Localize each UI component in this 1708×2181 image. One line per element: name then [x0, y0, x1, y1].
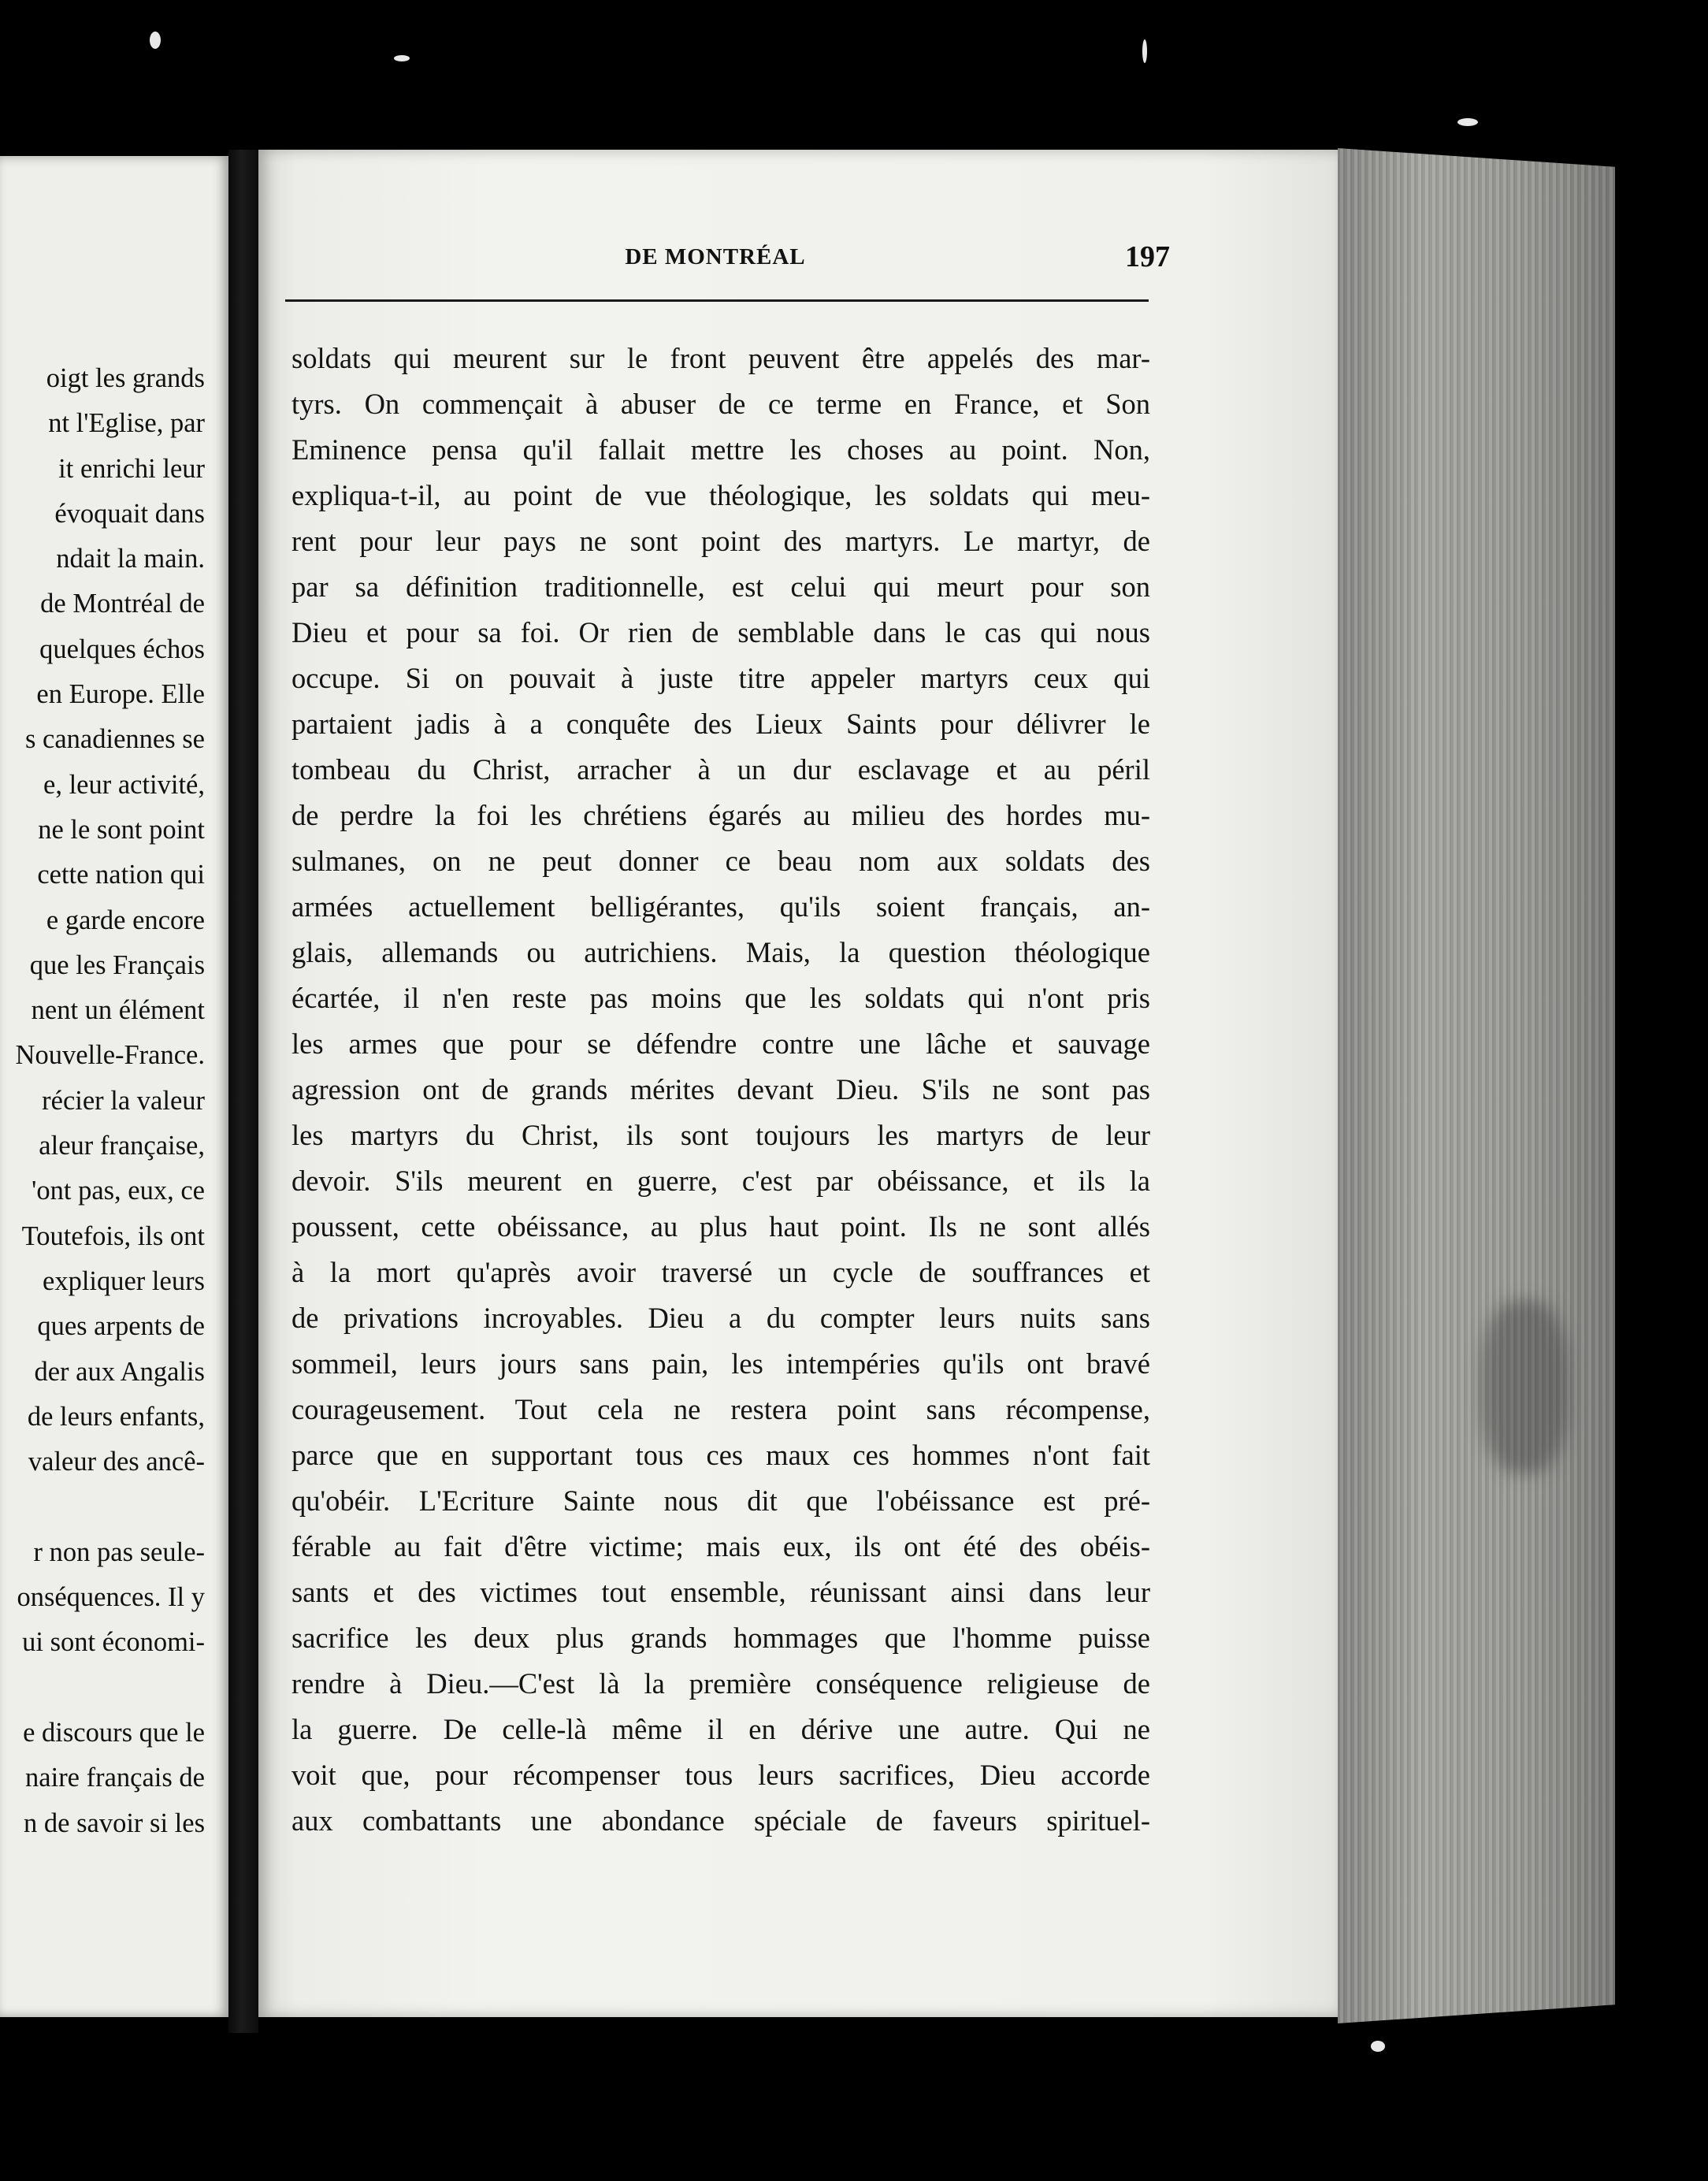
text-line: devoir. S'ils meurent en guerre, c'est par obéissance, et ils la: [291, 1165, 1150, 1197]
fore-edge-stain: [1481, 1300, 1568, 1473]
previous-page-line: nt l'Eglise, par: [48, 408, 205, 439]
text-line: occupe. Si on pouvait à juste titre appeler martyrs ceux qui: [291, 662, 1150, 694]
header-rule: [285, 299, 1149, 302]
previous-page-line: ne le sont point: [38, 814, 205, 845]
previous-page-line: de Montréal de: [40, 589, 205, 619]
text-line: par sa définition traditionnelle, est celui qui meurt pour son: [291, 570, 1150, 603]
text-line: les martyrs du Christ, ils sont toujours les martyrs de leur: [291, 1119, 1150, 1151]
text-line: qu'obéir. L'Ecriture Sainte nous dit que l'obéissance est pré-: [291, 1484, 1150, 1517]
text-line: sacrifice les deux plus grands hommages que l'homme puisse: [291, 1622, 1150, 1654]
previous-page-line: ui sont économi-: [22, 1627, 205, 1658]
text-line: de privations incroyables. Dieu a du compter leurs nuits sans: [291, 1302, 1150, 1334]
previous-page: [0, 156, 228, 2017]
text-line: férable au fait d'être victime; mais eux, ils ont été des obéis-: [291, 1530, 1150, 1562]
text-line: à la mort qu'après avoir traversé un cycle de souffrances et: [291, 1256, 1150, 1288]
previous-page-line: de leurs enfants,: [27, 1401, 205, 1432]
previous-page-line: ndait la main.: [56, 544, 205, 574]
text-line: la guerre. De celle-là même il en dérive une autre. Qui ne: [291, 1713, 1150, 1745]
dust-speck: [1371, 2041, 1385, 2052]
previous-page-line: nent un élément: [31, 995, 205, 1026]
text-line: sommeil, leurs jours sans pain, les intempéries qu'ils ont bravé: [291, 1347, 1150, 1380]
text-line: sulmanes, on ne peut donner ce beau nom aux soldats des: [291, 845, 1150, 877]
previous-page-line: e, leur activité,: [43, 769, 205, 800]
text-line: expliqua-t-il, au point de vue théologique, les soldats qui meu-: [291, 479, 1150, 511]
text-line: partaient jadis à a conquête des Lieux Saints pour délivrer le: [291, 708, 1150, 740]
previous-page-line: e discours que le: [23, 1717, 205, 1748]
text-line: voit que, pour récompenser tous leurs sacrifices, Dieu accorde: [291, 1759, 1150, 1791]
text-line: Dieu et pour sa foi. Or rien de semblable dans le cas qui nous: [291, 616, 1150, 648]
page-number: 197: [1125, 240, 1170, 273]
previous-page-line: quelques échos: [39, 633, 205, 664]
previous-page-line: récier la valeur: [42, 1085, 205, 1116]
dust-speck: [1142, 39, 1147, 63]
text-line: poussent, cette obéissance, au plus haut point. Ils ne sont allés: [291, 1210, 1150, 1243]
previous-page-line: évoquait dans: [54, 498, 205, 529]
running-title: DE MONTRÉAL: [625, 244, 806, 269]
previous-page-line: onséquences. Il y: [17, 1582, 205, 1613]
text-line: tyrs. On commençait à abuser de ce terme en France, et Son: [291, 388, 1150, 420]
body-text: [291, 336, 1150, 1844]
text-line: Eminence pensa qu'il fallait mettre les choses au point. Non,: [291, 433, 1150, 466]
dust-speck: [394, 55, 410, 61]
text-line: armées actuellement belligérantes, qu'ils soient français, an-: [291, 890, 1150, 923]
text-line: soldats qui meurent sur le front peuvent être appelés des mar-: [291, 342, 1150, 374]
previous-page-line: e garde encore: [46, 905, 205, 935]
paragraph-gap: [0, 1484, 205, 1529]
previous-page-line: naire français de: [25, 1763, 205, 1793]
previous-page-line: en Europe. Elle: [36, 679, 205, 710]
previous-page-line: Toutefois, ils ont: [21, 1221, 205, 1251]
previous-page-line: r non pas seule-: [33, 1536, 205, 1567]
text-line: écartée, il n'en reste pas moins que les soldats qui n'ont pris: [291, 982, 1150, 1014]
previous-page-line: aleur française,: [39, 1131, 205, 1161]
text-line: de perdre la foi les chrétiens égarés au milieu des hordes mu-: [291, 799, 1150, 831]
previous-page-line: cette nation qui: [37, 860, 205, 890]
text-line: parce que en supportant tous ces maux ces hommes n'ont fait: [291, 1439, 1150, 1471]
previous-page-line: Nouvelle-France.: [15, 1040, 205, 1071]
previous-page-line: der aux Angalis: [34, 1356, 205, 1387]
previous-page-line: it enrichi leur: [58, 453, 205, 484]
previous-page-line: 'ont pas, eux, ce: [32, 1176, 205, 1206]
text-line: aux combattants une abondance spéciale de faveurs spirituel-: [291, 1804, 1150, 1837]
text-line: glais, allemands ou autrichiens. Mais, la question théologique: [291, 936, 1150, 968]
dust-speck: [150, 32, 161, 49]
previous-page-line: ques arpents de: [37, 1311, 205, 1342]
previous-page-text: [0, 356, 205, 1846]
text-line: les armes que pour se défendre contre une lâche et sauvage: [291, 1027, 1150, 1060]
previous-page-line: que les Français: [29, 949, 205, 980]
book-page: [258, 150, 1338, 2017]
page-fore-edge: [1338, 148, 1615, 2023]
text-line: rendre à Dieu.—C'est là la première conséquence religieuse de: [291, 1667, 1150, 1700]
page-header: [282, 240, 1409, 284]
text-line: agression ont de grands mérites devant Dieu. S'ils ne sont pas: [291, 1073, 1150, 1105]
text-line: tombeau du Christ, arracher à un dur esclavage et au péril: [291, 753, 1150, 786]
paragraph-gap: [0, 1666, 205, 1711]
dust-speck: [1457, 118, 1478, 126]
text-line: rent pour leur pays ne sont point des martyrs. Le martyr, de: [291, 525, 1150, 557]
book-gutter: [228, 150, 258, 2033]
previous-page-line: s canadiennes se: [25, 724, 205, 755]
previous-page-line: n de savoir si les: [24, 1808, 205, 1838]
previous-page-line: valeur des ancê-: [28, 1447, 205, 1477]
previous-page-line: oigt les grands: [46, 363, 205, 393]
text-line: courageusement. Tout cela ne restera point sans récompense,: [291, 1393, 1150, 1425]
text-line: sants et des victimes tout ensemble, réunissant ainsi dans leur: [291, 1576, 1150, 1608]
previous-page-line: expliquer leurs: [43, 1265, 205, 1296]
